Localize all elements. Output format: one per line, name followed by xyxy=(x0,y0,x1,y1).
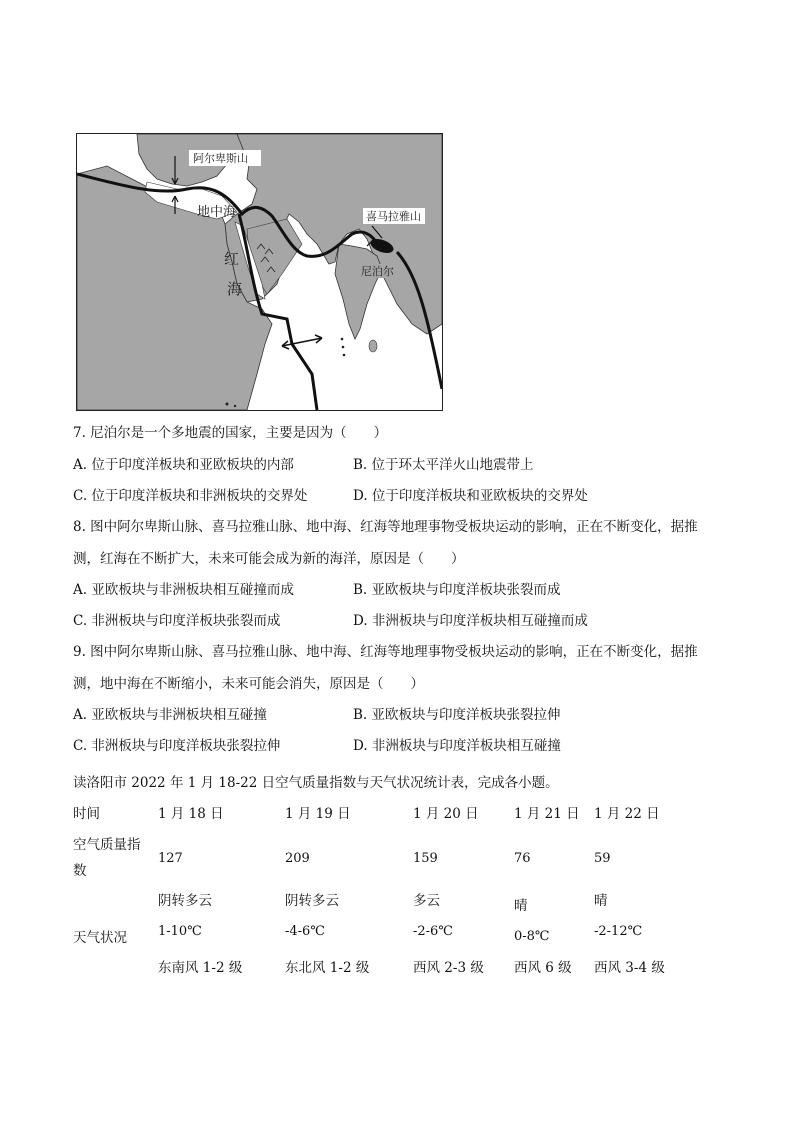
q9-option-d: D. 非洲板块与印度洋板块相互碰撞 xyxy=(353,738,561,754)
plate-map-svg xyxy=(77,134,442,410)
q7-option-d: D. 位于印度洋板块和亚欧板块的交界处 xyxy=(353,488,588,504)
q7-stem: 7. 尼泊尔是一个多地震的国家，主要是因为（ ） xyxy=(73,425,388,441)
aqi-value: 76 xyxy=(514,851,531,866)
date-cell: 1 月 18 日 xyxy=(158,806,224,822)
condition-cell: 晴 xyxy=(514,898,528,914)
label-mediterranean: 地中海 xyxy=(197,205,237,220)
q8-option-c: C. 非洲板块与印度洋板块张裂而成 xyxy=(73,613,281,629)
q9-option-b: B. 亚欧板块与印度洋板块张裂拉伸 xyxy=(353,707,561,723)
label-himalaya: 喜马拉雅山 xyxy=(366,210,421,223)
wind-cell: 西风 6 级 xyxy=(514,960,572,976)
wind-cell: 西风 3-4 级 xyxy=(594,960,665,976)
q7-option-a: A. 位于印度洋板块和亚欧板块的内部 xyxy=(73,457,294,473)
aqi-value: 59 xyxy=(594,851,611,866)
temp-cell: 0-8℃ xyxy=(514,929,550,944)
temp-cell: -2-12℃ xyxy=(594,924,643,939)
date-cell: 1 月 19 日 xyxy=(285,806,351,822)
temp-cell: 1-10℃ xyxy=(158,924,202,939)
label-red-sea-1: 红 xyxy=(224,250,240,268)
label-nepal: 尼泊尔 xyxy=(361,265,394,278)
q8-option-a: A. 亚欧板块与非洲板块相互碰撞而成 xyxy=(73,582,294,598)
wind-cell: 西风 2-3 级 xyxy=(413,960,484,976)
date-cell: 1 月 22 日 xyxy=(594,806,660,822)
temp-cell: -2-6℃ xyxy=(413,924,453,939)
q8-option-d: D. 非洲板块与印度洋板块相互碰撞而成 xyxy=(353,613,588,629)
q9-stem-line1: 9. 图中阿尔卑斯山脉、喜马拉雅山脉、地中海、红海等地理事物受板块运动的影响，正在不断变化，据推 xyxy=(73,644,698,660)
q7-option-c: C. 位于印度洋板块和非洲板块的交界处 xyxy=(73,488,308,504)
q8-option-b: B. 亚欧板块与印度洋板块张裂而成 xyxy=(353,582,561,598)
condition-cell: 多云 xyxy=(413,893,440,909)
label-red-sea-2: 海 xyxy=(227,280,243,298)
header-time-label: 时间 xyxy=(73,806,100,822)
table-intro: 读洛阳市 2022 年 1 月 18-22 日空气质量指数与天气状况统计表，完成各小题。 xyxy=(73,775,559,791)
q9-stem-line2: 测，地中海在不断缩小，未来可能会消失，原因是（ ） xyxy=(73,676,424,692)
q9-option-c: C. 非洲板块与印度洋板块张裂拉伸 xyxy=(73,738,281,754)
q9-option-a: A. 亚欧板块与非洲板块相互碰撞 xyxy=(73,707,267,723)
temp-cell: -4-6℃ xyxy=(285,924,325,939)
aqi-label-line1: 空气质量指 xyxy=(73,837,141,853)
condition-cell: 晴 xyxy=(594,893,608,909)
label-alps: 阿尔卑斯山 xyxy=(193,152,248,165)
plate-map xyxy=(76,133,443,411)
wind-cell: 东北风 1-2 级 xyxy=(285,960,370,976)
aqi-value: 209 xyxy=(285,851,310,866)
aqi-value: 159 xyxy=(413,851,438,866)
date-cell: 1 月 20 日 xyxy=(413,806,479,822)
wind-cell: 东南风 1-2 级 xyxy=(158,960,243,976)
weather-label: 天气状况 xyxy=(73,930,127,946)
aqi-value: 127 xyxy=(158,851,183,866)
q8-stem-line1: 8. 图中阿尔卑斯山脉、喜马拉雅山脉、地中海、红海等地理事物受板块运动的影响，正在不断变化，据推 xyxy=(73,519,698,535)
condition-cell: 阴转多云 xyxy=(158,893,212,909)
date-cell: 1 月 21 日 xyxy=(514,806,580,822)
condition-cell: 阴转多云 xyxy=(285,893,339,909)
aqi-label-line2: 数 xyxy=(73,863,87,879)
q8-stem-line2: 测，红海在不断扩大，未来可能会成为新的海洋，原因是（ ） xyxy=(73,551,465,567)
q7-option-b: B. 位于环太平洋火山地震带上 xyxy=(353,457,534,473)
